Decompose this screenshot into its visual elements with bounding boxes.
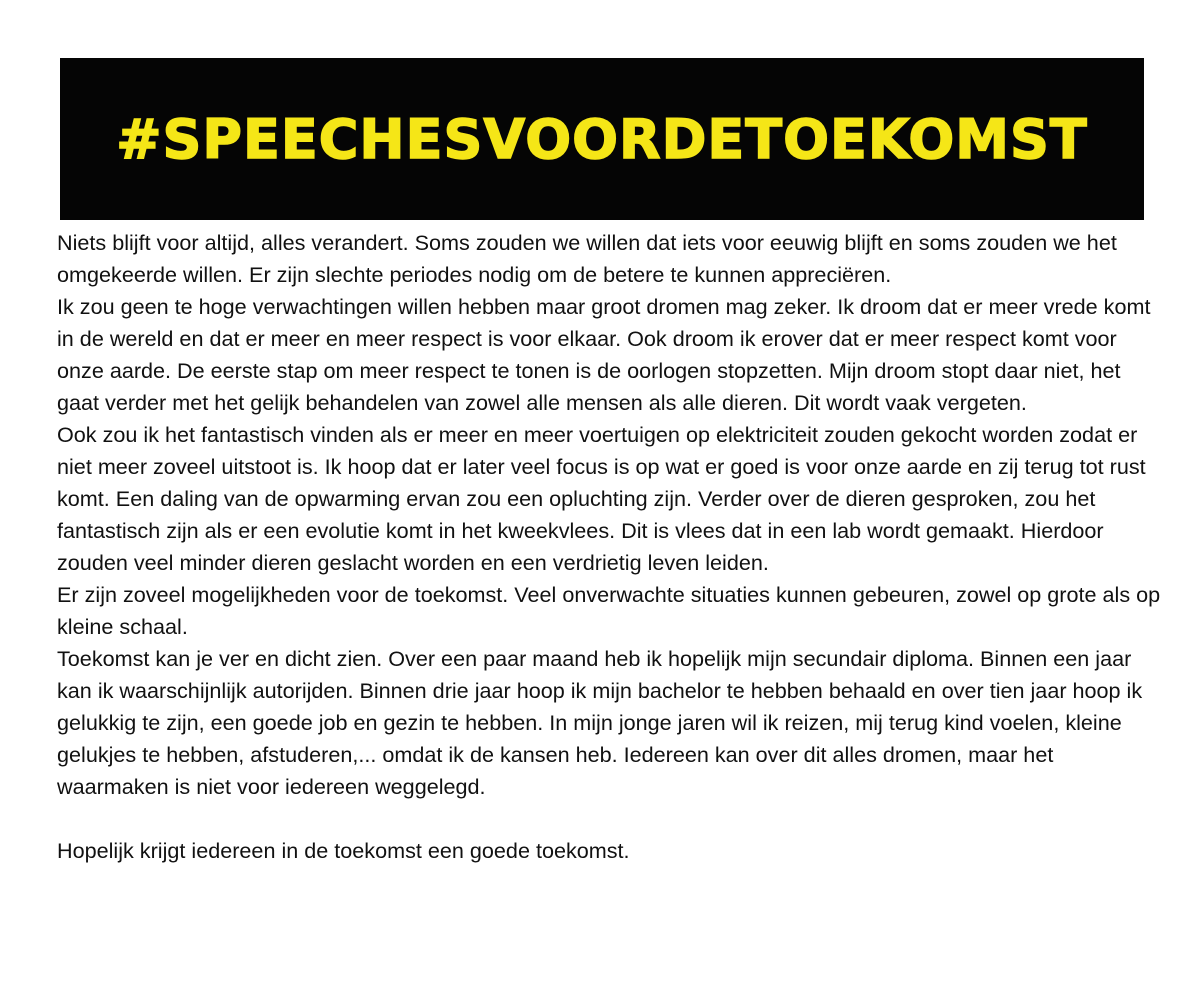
speech-closing: Hopelijk krijgt iedereen in de toekomst een goede toekomst. xyxy=(57,838,630,863)
banner-title: #SPEECHESVOORDETOEKOMST xyxy=(116,107,1088,171)
speech-paragraph-1: Niets blijft voor altijd, alles verandert. Soms zouden we willen dat iets voor eeuwig blijft en soms zouden we het omgekeerde willen. Er zijn slechte periodes nodig om de betere te kunnen appreciëren. xyxy=(57,230,1117,287)
speech-paragraph-2: Ik zou geen te hoge verwachtingen willen hebben maar groot dromen mag zeker. Ik droom dat er meer vrede komt in de wereld en dat er meer en meer respect is voor elkaar. Ook droom ik erover dat er meer respect komt voor onze aarde. De eerste stap om meer respect te tonen is de oorlogen stopzetten. Mijn droom stopt daar niet, het gaat verder met het gelijk behandelen van zowel alle mensen als alle dieren. Dit wordt vaak vergeten. xyxy=(57,294,1151,415)
speech-paragraph-4: Er zijn zoveel mogelijkheden voor de toekomst. Veel onverwachte situaties kunnen gebeuren, zowel op grote als op kleine schaal. xyxy=(57,582,1161,639)
header-banner xyxy=(60,58,1144,220)
speech-paragraph-5: Toekomst kan je ver en dicht zien. Over een paar maand heb ik hopelijk mijn secundair diploma. Binnen een jaar kan ik waarschijnlijk autorijden. Binnen drie jaar hoop ik mijn bachelor te hebben behaald en over tien jaar hoop ik gelukkig te zijn, een goede job en gezin te hebben. In mijn jonge jaren wil ik reizen, mij terug kind voelen, kleine gelukjes te hebben, afstuderen,... omdat ik de kansen heb. Iedereen kan over dit alles dromen, maar het waarmaken is niet voor iedereen weggelegd. xyxy=(57,646,1143,799)
speech-body xyxy=(57,227,1167,867)
speech-paragraph-3: Ook zou ik het fantastisch vinden als er meer en meer voertuigen op elektriciteit zouden gekocht worden zodat er niet meer zoveel uitstoot is. Ik hoop dat er later veel focus is op wat er goed is voor onze aarde en zij terug tot rust komt. Een daling van de opwarming ervan zou een opluchting zijn. Verder over de dieren gesproken, zou het fantastisch zijn als er een evolutie komt in het kweekvlees. Dit is vlees dat in een lab wordt gemaakt. Hierdoor zouden veel minder dieren geslacht worden en een verdrietig leven leiden. xyxy=(57,422,1146,575)
